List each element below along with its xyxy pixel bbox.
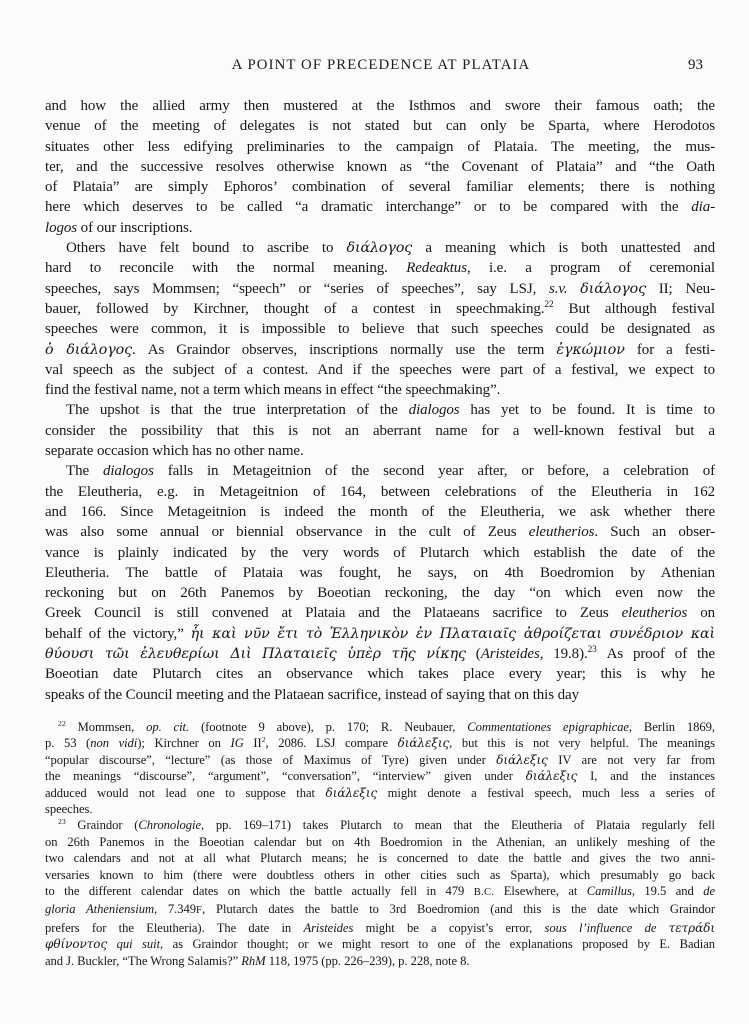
text-line: ter, and the successive resolves otherwise known as “the Covenant of Plataia” and “the Oath: [45, 158, 715, 175]
text-line: The dialogos falls in Metageitnion of the second year after, or before, a celebration of: [66, 463, 715, 480]
text-line: and J. Buckler, “The Wrong Salamis?” RhM 118, 1975 (pp. 226–239), p. 228, note 8.: [45, 953, 470, 968]
text-line: gloria Atheniensium, 7.349F, Plutarch dates the battle to 3rd Boedromion (and this is the date which Graindor: [45, 902, 715, 917]
text-line: $^{22}$ Mommsen, op. cit. (footnote 9 above), p. 170; R. Neubauer, Commentationes epigraphicae, Berlin 1869,: [58, 719, 715, 734]
text-line: prefers for the Eleutheria). The date in Aristeides might be a copyist’s error, sous l’influence de τετράδι: [45, 920, 715, 935]
text-line: situates other less edifying preliminaries to the campaign of Plataia. The meeting, the mus-: [45, 138, 715, 155]
text-line: val speech as the subject of a contest. And if the speeches were part of a festival, we expect to: [45, 361, 715, 378]
text-line: logos of our inscriptions.: [45, 219, 193, 236]
text-line: consider the possibility that this is not an aberrant name for a well-known festival but a: [45, 422, 715, 439]
text-line: The upshot is that the true interpretation of the dialogos has yet to be found. It is time to: [66, 402, 715, 419]
text-line: adduced would not lead one to suppose that διάλεξις might denote a festival speech, much less a series of: [45, 785, 715, 800]
text-line: Others have felt bound to ascribe to διάλογος a meaning which is both unattested and: [66, 240, 715, 257]
text-line: to the different calendar dates on which the battle actually fell in 479 B.C. Elsewhere, at Camillus, 19.5 and de: [45, 884, 715, 899]
running-title: A POINT OF PRECEDENCE AT PLATAIA: [231, 57, 531, 73]
page-header: [45, 57, 717, 77]
text-line: separate occasion which has no other name.: [45, 443, 304, 460]
text-line: and 166. Since Metageitnion is indeed the month of the Eleutheria, we ask whether there: [45, 503, 715, 520]
text-line: on 26th Panemos in the Boeotian calendar but on 4th Boedromion in the Athenian, an unlikely meshing of the: [45, 834, 715, 849]
text-line: “popular discourse”, “lecture” (as those of Maximus of Tyre) given under διάλεξις IV are not very far from: [45, 752, 715, 767]
text-line: of Plataia” are simply Ephoros’ combination of several familiar elements; there is nothing: [45, 179, 715, 196]
text-line: was also some annual or biennial observance in the cult of Zeus eleutherios. Such an obser-: [45, 524, 715, 541]
text-line: φθίνοντος qui suit, as Graindor thought; or we might resort to one of the explanations proposed by E. Badian: [45, 937, 715, 952]
text-line: the meanings “discourse”, “argument”, “conversation”, “interview” given under διάλεξις I, and the instances: [45, 769, 715, 784]
text-line: bauer, followed by Kirchner, thought of a contest in speechmaking.$^{22}$ But although festival: [45, 299, 715, 317]
text-line: reckoning but on 26th Panemos by Boeotian reckoning, the day “on which even now the: [45, 585, 715, 602]
main-text-column: [45, 96, 715, 705]
text-line: the Eleutheria, e.g. in Metageitnion of 164, between celebrations of the Eleutheria in 162: [45, 483, 715, 500]
text-line: Boeotian date Plutarch cites an observance which takes place every year; this is why he: [45, 666, 715, 683]
text-line: behalf of the victory,” ἧι καὶ νῦν ἔτι τὸ Ἑλληνικὸν ἐν Πλαταιαῖς ἀθροίζεται συνέδριον καὶ: [45, 625, 715, 642]
text-line: speeches were common, it is impossible to believe that such speeches could be designated as: [45, 321, 715, 338]
text-line: venue of the meeting of delegates is not stated but can only be Sparta, where Herodotos: [45, 118, 715, 135]
text-line: two calendars and not at all what Plutarch means; he is concerned to date the battle and gives the two anni-: [45, 851, 715, 866]
text-line: θύουσι τῶι ἐλευθερίωι Διὶ Πλαταιεῖς ὑπὲρ τῆς νίκης (Aristeides, 19.8).$^{23}$ As proof of the: [45, 645, 715, 663]
text-line: speaks of the Council meeting and the Plataean sacrifice, instead of saying that on this day: [45, 686, 579, 703]
text-line: versaries known to him (there were doubtless others in other cities such as Sparta), which presumably go back: [45, 867, 715, 882]
text-line: hard to reconcile with the normal meaning. Redeaktus, i.e. a program of ceremonial: [45, 260, 715, 277]
page-number: 93: [688, 57, 703, 73]
footnotes-section: [45, 719, 715, 969]
text-line: and how the allied army then mustered at the Isthmos and swore their famous oath; the: [45, 98, 715, 114]
text-line: vance is plainly indicated by the very words of Plutarch which establish the date of the: [45, 544, 715, 561]
text-line: $^{23}$ Graindor (Chronologie, pp. 169–171) takes Plutarch to mean that the Eleutheria of Plataia regularly fell: [58, 817, 715, 833]
text-line: speeches.: [45, 802, 93, 817]
text-line: here which deserves to be called “a dramatic interchange” or to be compared with the dia-: [45, 199, 715, 216]
text-line: speeches, says Mommsen; “speech” or “series of speeches”, say LSJ, s.v. διάλογος II; Neu-: [45, 280, 715, 297]
text-line: Greek Council is still convened at Plataia and the Plataeans sacrifice to Zeus eleutherios on: [45, 605, 715, 622]
text-line: Eleutheria. The battle of Plataia was fought, he says, on 4th Boedromion by Athenian: [45, 564, 715, 581]
text-line: p. 53 (non vidi); Kirchner on IG $II^2$, 2086. LSJ compare διάλεξις, but this is not very helpful. The meanings: [45, 735, 715, 751]
text-line: ὁ διάλογος. As Graindor observes, inscriptions normally use the term ἐγκώμιον for a festi-: [45, 341, 715, 358]
text-line: find the festival name, not a term which means in effect “the speechmaking”.: [45, 382, 501, 399]
